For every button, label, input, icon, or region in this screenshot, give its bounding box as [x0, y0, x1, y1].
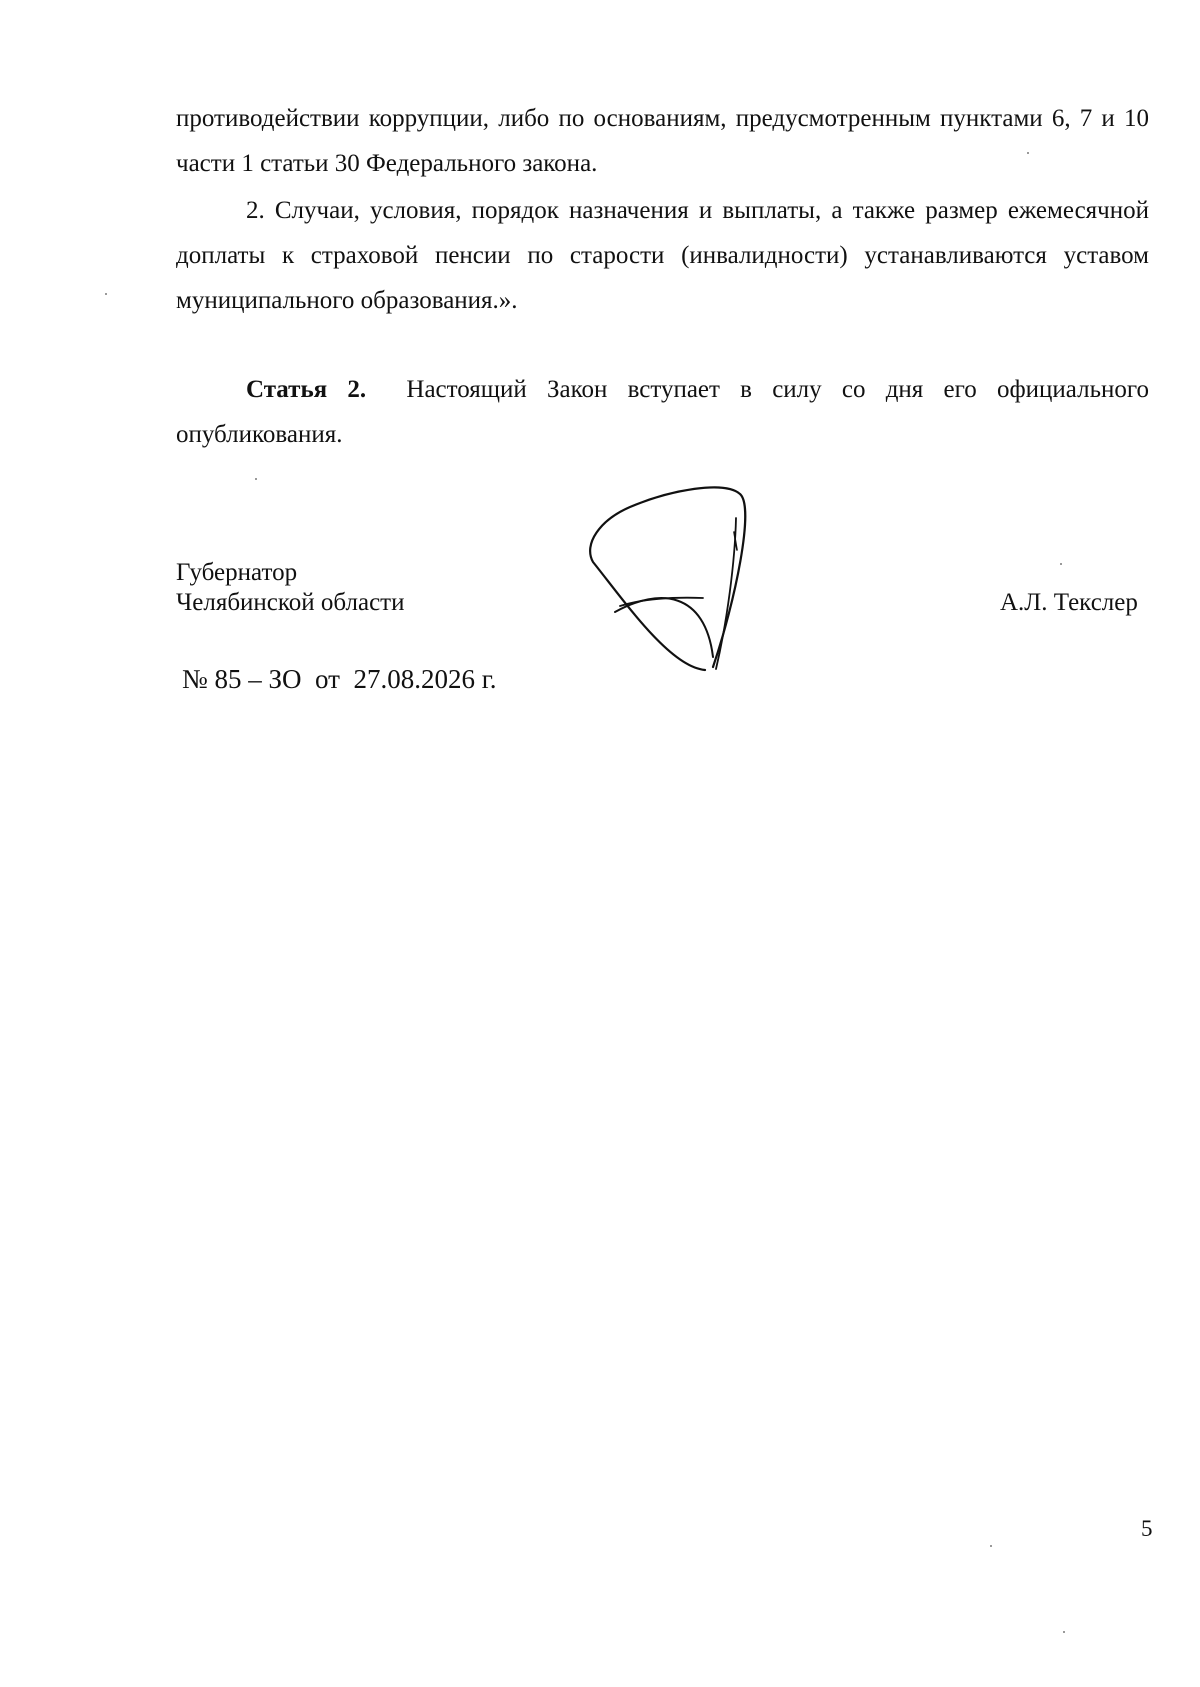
paragraph-2: 2. Случаи, условия, порядок назначения и выплаты, а также размер ежемесячной доплаты к страховой пенсии по старости (инвалидности) устанавливаются уставом муниципального образования.».	[176, 197, 1149, 314]
scan-speck	[255, 478, 257, 480]
handwritten-signature-icon	[585, 482, 805, 682]
scan-speck	[1027, 152, 1029, 154]
signatory-name: А.Л. Текслер	[1000, 589, 1138, 616]
law-number: № 85 – ЗО от 27.08.2026 г.	[182, 664, 497, 694]
signatory-title-line-2: Челябинской области	[176, 589, 405, 616]
scan-speck	[105, 293, 107, 295]
scan-speck	[1060, 563, 1062, 565]
signatory-title	[176, 558, 404, 618]
article-label: Статья 2.	[246, 376, 367, 403]
article-text: Настоящий Закон вступает в силу со дня его официального опубликования.	[176, 376, 1150, 448]
article-2	[176, 367, 1149, 457]
paragraph-continuation: противодействии коррупции, либо по основаниям, предусмотренным пунктами 6, 7 и 10 части 1 статьи 30 Федерального закона.	[176, 105, 1149, 177]
scan-speck	[1063, 1631, 1065, 1633]
scan-speck	[990, 1545, 992, 1547]
page-number: 5	[1141, 1516, 1153, 1541]
signatory-title-line-1: Губернатор	[176, 559, 298, 586]
